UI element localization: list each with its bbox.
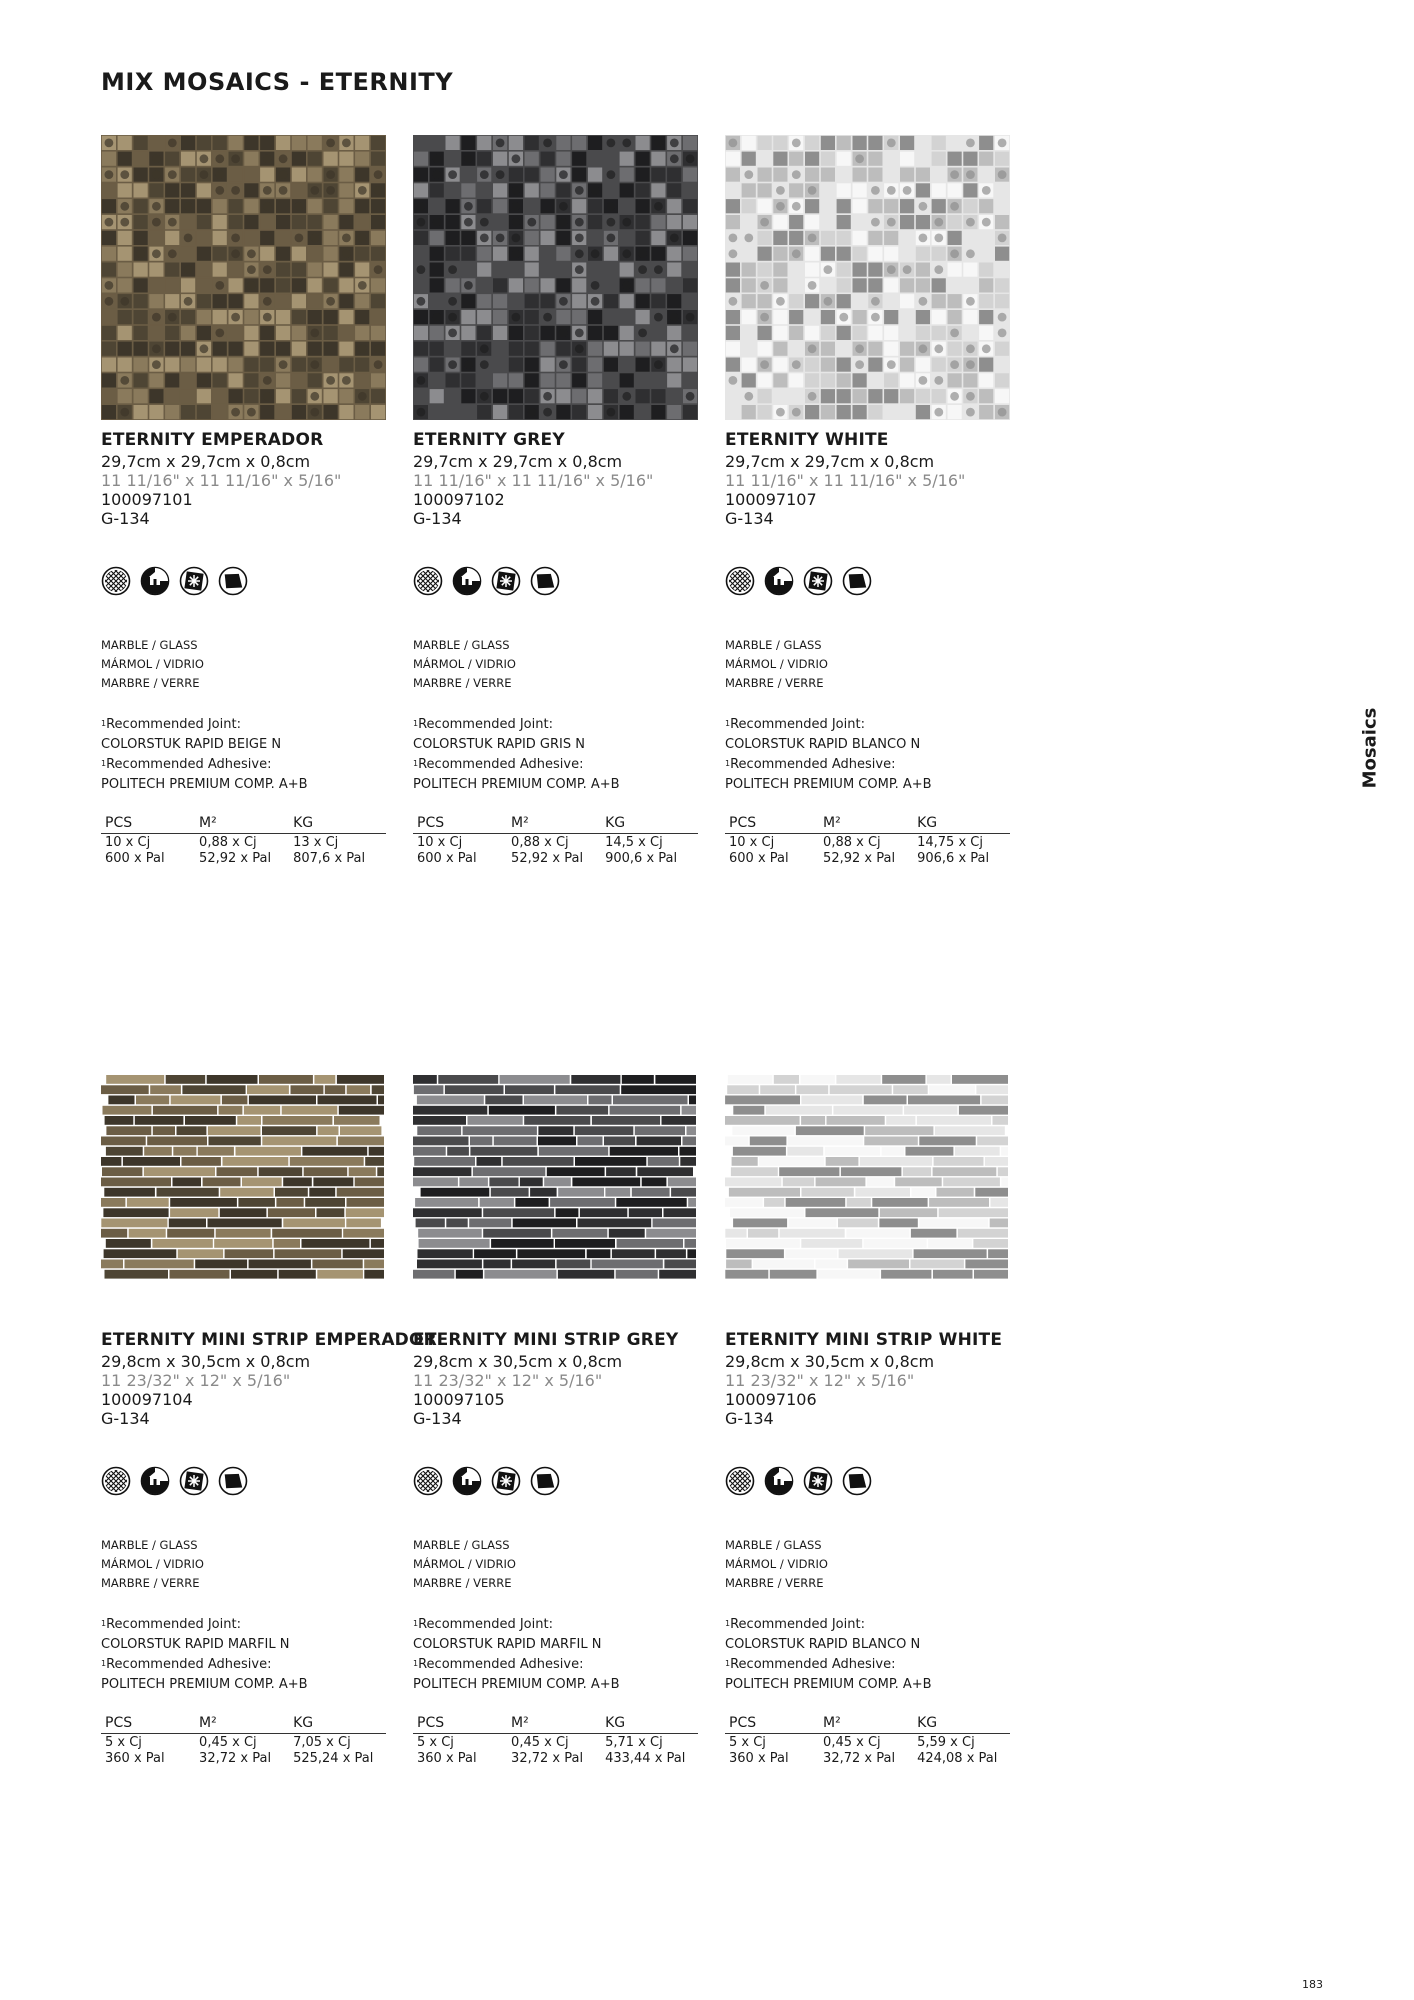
mesh-icon <box>725 1466 755 1496</box>
product-series: G-134 <box>101 1409 150 1428</box>
kg-header: KG <box>913 1715 1010 1734</box>
product-code: 100097104 <box>101 1390 193 1409</box>
pcs-cell <box>101 1734 195 1768</box>
m2-per-box: 0,45 x Cj <box>199 1735 257 1750</box>
product-image <box>101 135 386 420</box>
product-image <box>413 1035 698 1320</box>
dimension-cm: 29,7cm x 29,7cm x 0,8cm <box>101 452 311 471</box>
m2-per-pallet: 32,72 x Pal <box>511 1751 584 1766</box>
product-name: ETERNITY EMPERADOR <box>101 430 324 450</box>
m2-header: M² <box>819 1715 913 1734</box>
adhesive-value: POLITECH PREMIUM COMP. A+B <box>413 777 620 792</box>
packaging-table <box>101 815 386 867</box>
kg-header: KG <box>601 815 698 834</box>
kg-per-box: 13 x Cj <box>293 835 339 850</box>
indoor-icon <box>140 1466 170 1496</box>
footnote-mark: 1 <box>101 759 107 768</box>
indoor-icon <box>140 566 170 596</box>
recommendations <box>101 715 391 795</box>
joint-label: Recommended Joint: <box>730 717 865 732</box>
material-en: MARBLE / GLASS <box>101 1538 198 1552</box>
material-es: MÁRMOL / VIDRIO <box>413 657 516 671</box>
mesh-icon <box>725 566 755 596</box>
product-code: 100097106 <box>725 1390 817 1409</box>
product-series: G-134 <box>725 509 774 528</box>
footnote-mark: 1 <box>101 1619 107 1628</box>
material-fr: MARBRE / VERRE <box>725 676 824 690</box>
m2-per-pallet: 52,92 x Pal <box>511 851 584 866</box>
material-es: MÁRMOL / VIDRIO <box>101 1557 204 1571</box>
indoor-icon <box>764 566 794 596</box>
pcs-per-pallet: 360 x Pal <box>729 1751 789 1766</box>
m2-cell <box>819 1734 913 1768</box>
adhesive-value: POLITECH PREMIUM COMP. A+B <box>725 777 932 792</box>
pcs-cell <box>725 1734 819 1768</box>
footnote-mark: 1 <box>725 1619 731 1628</box>
kg-per-pallet: 906,6 x Pal <box>917 851 990 866</box>
m2-header: M² <box>507 815 601 834</box>
m2-per-box: 0,88 x Cj <box>199 835 257 850</box>
adhesive-value: POLITECH PREMIUM COMP. A+B <box>101 1677 308 1692</box>
footnote-mark: 1 <box>413 1659 419 1668</box>
materials <box>413 636 703 693</box>
adhesive-label: Recommended Adhesive: <box>730 1657 896 1672</box>
joint-label: Recommended Joint: <box>106 717 241 732</box>
footnote-mark: 1 <box>413 1619 419 1628</box>
recommendations <box>101 1615 391 1695</box>
material-fr: MARBRE / VERRE <box>725 1576 824 1590</box>
feature-icons <box>101 1466 391 1496</box>
product-code: 100097105 <box>413 1390 505 1409</box>
page-number: 183 <box>1302 1978 1323 1991</box>
pcs-cell <box>725 834 819 868</box>
m2-per-box: 0,88 x Cj <box>823 835 881 850</box>
packaging-table <box>101 1715 386 1767</box>
product-name: ETERNITY MINI STRIP WHITE <box>725 1330 1003 1350</box>
pcs-per-box: 10 x Cj <box>729 835 775 850</box>
kg-cell <box>913 1734 1010 1768</box>
kg-per-pallet: 525,24 x Pal <box>293 1751 374 1766</box>
product-name: ETERNITY GREY <box>413 430 565 450</box>
pcs-per-pallet: 360 x Pal <box>417 1751 477 1766</box>
product-card <box>101 1035 437 1767</box>
materials <box>413 1536 703 1593</box>
dimension-inches: 11 23/32" x 12" x 5/16" <box>101 1371 291 1390</box>
recommendations <box>725 1615 1015 1695</box>
frost-resistant-icon <box>803 1466 833 1496</box>
kg-per-box: 5,59 x Cj <box>917 1735 975 1750</box>
product-code: 100097101 <box>101 490 193 509</box>
pcs-header: PCS <box>101 815 195 834</box>
m2-per-box: 0,45 x Cj <box>511 1735 569 1750</box>
section-side-label: Mosaics <box>1359 707 1381 789</box>
wall-icon <box>218 566 248 596</box>
dimension-cm: 29,8cm x 30,5cm x 0,8cm <box>413 1352 623 1371</box>
adhesive-label: Recommended Adhesive: <box>106 1657 272 1672</box>
adhesive-value: POLITECH PREMIUM COMP. A+B <box>101 777 308 792</box>
material-fr: MARBRE / VERRE <box>413 676 512 690</box>
product-series: G-134 <box>413 509 462 528</box>
materials <box>725 636 1015 693</box>
product-image <box>413 135 698 420</box>
footnote-mark: 1 <box>725 759 731 768</box>
kg-per-pallet: 433,44 x Pal <box>605 1751 686 1766</box>
wall-icon <box>530 1466 560 1496</box>
materials <box>101 1536 391 1593</box>
material-fr: MARBRE / VERRE <box>101 676 200 690</box>
product-series: G-134 <box>413 1409 462 1428</box>
footnote-mark: 1 <box>413 719 419 728</box>
kg-cell <box>601 834 698 868</box>
product-card <box>413 135 703 867</box>
page-title: MIX MOSAICS - ETERNITY <box>101 68 454 96</box>
joint-value: COLORSTUK RAPID MARFIL N <box>101 1637 290 1652</box>
indoor-icon <box>452 566 482 596</box>
mesh-icon <box>413 1466 443 1496</box>
adhesive-label: Recommended Adhesive: <box>106 757 272 772</box>
mesh-icon <box>101 566 131 596</box>
m2-cell <box>195 1734 289 1768</box>
pcs-header: PCS <box>413 815 507 834</box>
footnote-mark: 1 <box>101 719 107 728</box>
adhesive-value: POLITECH PREMIUM COMP. A+B <box>725 1677 932 1692</box>
material-fr: MARBRE / VERRE <box>413 1576 512 1590</box>
pcs-per-box: 5 x Cj <box>417 1735 454 1750</box>
product-image <box>725 1035 1010 1320</box>
wall-icon <box>530 566 560 596</box>
m2-cell <box>507 1734 601 1768</box>
feature-icons <box>413 1466 703 1496</box>
pcs-header: PCS <box>725 815 819 834</box>
m2-cell <box>819 834 913 868</box>
adhesive-label: Recommended Adhesive: <box>418 757 584 772</box>
adhesive-label: Recommended Adhesive: <box>418 1657 584 1672</box>
material-es: MÁRMOL / VIDRIO <box>725 657 828 671</box>
frost-resistant-icon <box>803 566 833 596</box>
mesh-icon <box>413 566 443 596</box>
pcs-per-box: 5 x Cj <box>105 1735 142 1750</box>
pcs-per-pallet: 600 x Pal <box>105 851 165 866</box>
product-name: ETERNITY MINI STRIP EMPERADOR <box>101 1330 437 1350</box>
product-card <box>101 135 391 867</box>
kg-per-box: 5,71 x Cj <box>605 1735 663 1750</box>
frost-resistant-icon <box>491 1466 521 1496</box>
dimension-inches: 11 11/16" x 11 11/16" x 5/16" <box>725 471 966 490</box>
pcs-cell <box>101 834 195 868</box>
joint-value: COLORSTUK RAPID GRIS N <box>413 737 585 752</box>
product-image <box>725 135 1010 420</box>
m2-per-box: 0,45 x Cj <box>823 1735 881 1750</box>
packaging-table <box>725 1715 1010 1767</box>
feature-icons <box>413 566 703 596</box>
footnote-mark: 1 <box>413 759 419 768</box>
packaging-table <box>725 815 1010 867</box>
m2-per-pallet: 52,92 x Pal <box>199 851 272 866</box>
recommendations <box>413 715 703 795</box>
pcs-header: PCS <box>725 1715 819 1734</box>
packaging-table <box>413 815 698 867</box>
pcs-per-box: 10 x Cj <box>105 835 151 850</box>
joint-label: Recommended Joint: <box>730 1617 865 1632</box>
joint-label: Recommended Joint: <box>418 1617 553 1632</box>
dimension-cm: 29,8cm x 30,5cm x 0,8cm <box>725 1352 935 1371</box>
pcs-per-pallet: 360 x Pal <box>105 1751 165 1766</box>
kg-per-box: 14,75 x Cj <box>917 835 983 850</box>
kg-per-box: 7,05 x Cj <box>293 1735 351 1750</box>
adhesive-label: Recommended Adhesive: <box>730 757 896 772</box>
pcs-per-pallet: 600 x Pal <box>729 851 789 866</box>
dimension-inches: 11 23/32" x 12" x 5/16" <box>725 1371 915 1390</box>
feature-icons <box>101 566 391 596</box>
indoor-icon <box>452 1466 482 1496</box>
dimension-cm: 29,7cm x 29,7cm x 0,8cm <box>413 452 623 471</box>
kg-cell <box>289 834 386 868</box>
dimension-inches: 11 11/16" x 11 11/16" x 5/16" <box>101 471 342 490</box>
kg-per-box: 14,5 x Cj <box>605 835 663 850</box>
joint-value: COLORSTUK RAPID BEIGE N <box>101 737 282 752</box>
product-name: ETERNITY WHITE <box>725 430 889 450</box>
pcs-per-pallet: 600 x Pal <box>417 851 477 866</box>
dimension-cm: 29,7cm x 29,7cm x 0,8cm <box>725 452 935 471</box>
recommendations <box>413 1615 703 1695</box>
pcs-per-box: 10 x Cj <box>417 835 463 850</box>
product-series: G-134 <box>101 509 150 528</box>
material-en: MARBLE / GLASS <box>725 1538 822 1552</box>
product-card <box>725 1035 1015 1767</box>
joint-label: Recommended Joint: <box>106 1617 241 1632</box>
adhesive-value: POLITECH PREMIUM COMP. A+B <box>413 1677 620 1692</box>
pcs-cell <box>413 834 507 868</box>
wall-icon <box>842 566 872 596</box>
materials <box>101 636 391 693</box>
material-es: MÁRMOL / VIDRIO <box>101 657 204 671</box>
recommendations <box>725 715 1015 795</box>
dimension-inches: 11 23/32" x 12" x 5/16" <box>413 1371 603 1390</box>
product-code: 100097107 <box>725 490 817 509</box>
material-es: MÁRMOL / VIDRIO <box>413 1557 516 1571</box>
m2-header: M² <box>195 1715 289 1734</box>
kg-cell <box>601 1734 698 1768</box>
material-en: MARBLE / GLASS <box>725 638 822 652</box>
kg-header: KG <box>913 815 1010 834</box>
dimension-cm: 29,8cm x 30,5cm x 0,8cm <box>101 1352 311 1371</box>
feature-icons <box>725 1466 1015 1496</box>
packaging-table <box>413 1715 698 1767</box>
footnote-mark: 1 <box>725 719 731 728</box>
pcs-cell <box>413 1734 507 1768</box>
frost-resistant-icon <box>179 566 209 596</box>
kg-per-pallet: 424,08 x Pal <box>917 1751 998 1766</box>
m2-cell <box>195 834 289 868</box>
pcs-header: PCS <box>101 1715 195 1734</box>
product-name: ETERNITY MINI STRIP GREY <box>413 1330 679 1350</box>
product-code: 100097102 <box>413 490 505 509</box>
m2-header: M² <box>819 815 913 834</box>
m2-header: M² <box>507 1715 601 1734</box>
joint-value: COLORSTUK RAPID MARFIL N <box>413 1637 602 1652</box>
pcs-header: PCS <box>413 1715 507 1734</box>
footnote-mark: 1 <box>725 1659 731 1668</box>
wall-icon <box>218 1466 248 1496</box>
m2-per-pallet: 32,72 x Pal <box>823 1751 896 1766</box>
feature-icons <box>725 566 1015 596</box>
kg-per-pallet: 807,6 x Pal <box>293 851 366 866</box>
m2-per-pallet: 52,92 x Pal <box>823 851 896 866</box>
frost-resistant-icon <box>179 1466 209 1496</box>
product-series: G-134 <box>725 1409 774 1428</box>
kg-header: KG <box>289 1715 386 1734</box>
wall-icon <box>842 1466 872 1496</box>
m2-header: M² <box>195 815 289 834</box>
joint-value: COLORSTUK RAPID BLANCO N <box>725 737 921 752</box>
frost-resistant-icon <box>491 566 521 596</box>
product-image <box>101 1035 386 1320</box>
indoor-icon <box>764 1466 794 1496</box>
m2-cell <box>507 834 601 868</box>
kg-cell <box>289 1734 386 1768</box>
material-fr: MARBRE / VERRE <box>101 1576 200 1590</box>
dimension-inches: 11 11/16" x 11 11/16" x 5/16" <box>413 471 654 490</box>
m2-per-pallet: 32,72 x Pal <box>199 1751 272 1766</box>
mesh-icon <box>101 1466 131 1496</box>
kg-header: KG <box>601 1715 698 1734</box>
kg-cell <box>913 834 1010 868</box>
material-en: MARBLE / GLASS <box>101 638 198 652</box>
footnote-mark: 1 <box>101 1659 107 1668</box>
kg-header: KG <box>289 815 386 834</box>
material-es: MÁRMOL / VIDRIO <box>725 1557 828 1571</box>
materials <box>725 1536 1015 1593</box>
material-en: MARBLE / GLASS <box>413 638 510 652</box>
pcs-per-box: 5 x Cj <box>729 1735 766 1750</box>
joint-label: Recommended Joint: <box>418 717 553 732</box>
m2-per-box: 0,88 x Cj <box>511 835 569 850</box>
joint-value: COLORSTUK RAPID BLANCO N <box>725 1637 921 1652</box>
product-card <box>413 1035 703 1767</box>
kg-per-pallet: 900,6 x Pal <box>605 851 678 866</box>
material-en: MARBLE / GLASS <box>413 1538 510 1552</box>
product-card <box>725 135 1015 867</box>
